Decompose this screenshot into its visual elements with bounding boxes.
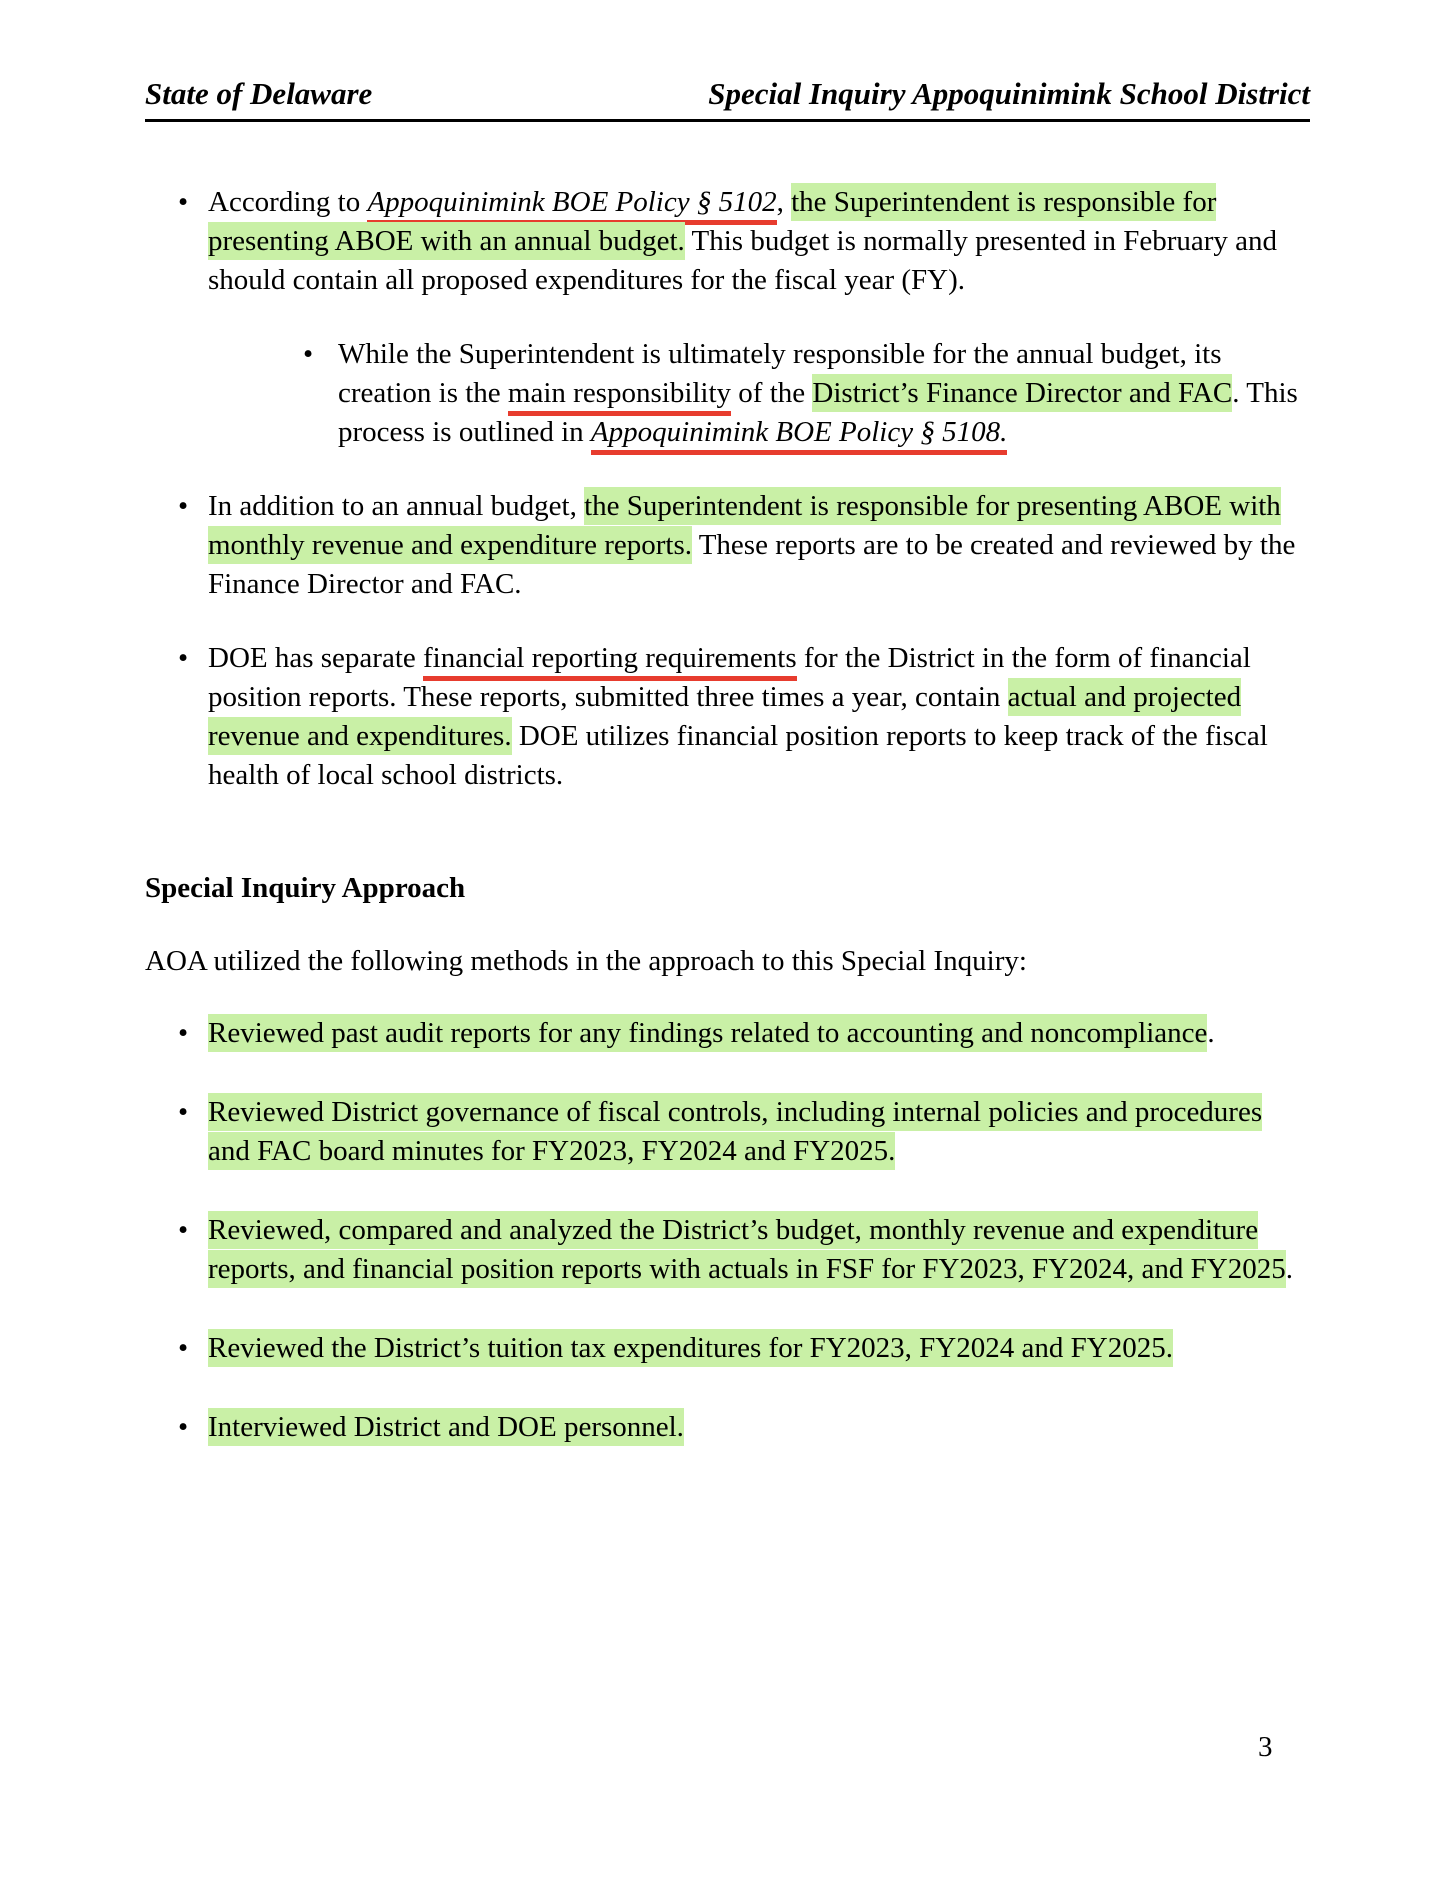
background-bullet-list: [145, 183, 1310, 795]
text-run: According to: [208, 186, 368, 218]
bullet-marker: •: [178, 490, 189, 522]
text-run: In addition to an annual budget,: [208, 490, 585, 522]
text-run: for the District in the form of financial position reports. These reports, submitted three times a year, contain: [208, 642, 1251, 713]
red-underlined-text-run: Appoquinimink BOE Policy § 5102: [367, 186, 776, 225]
bullet-marker: •: [178, 1332, 189, 1364]
highlighted-text-run: the Superintendent is responsible for presenting ABOE with an annual budget.: [208, 183, 1216, 260]
text-run: DOE has separate: [208, 642, 423, 674]
sub-bullet-item: [145, 335, 1310, 452]
text-run: These reports are to be created and reviewed by the Finance Director and FAC.: [208, 529, 1296, 600]
red-underlined-text-run: main responsibility: [508, 377, 731, 416]
page-content: [145, 150, 1310, 1487]
bullet-marker: •: [178, 1017, 189, 1049]
bullet-item: [145, 1408, 1310, 1447]
highlighted-text-run: Reviewed District governance of fiscal controls, including internal policies and procedures and FAC board minutes for FY2023, FY2024 and FY2025.: [208, 1093, 1262, 1170]
section-heading: Special Inquiry Approach: [145, 872, 466, 904]
highlighted-text-run: Interviewed District and DOE personnel.: [208, 1408, 684, 1446]
header-right-title: Special Inquiry Appoquinimink School District: [708, 76, 1310, 111]
text-run: This budget is normally presented in February and should contain all proposed expenditures for the fiscal year (FY).: [208, 225, 1278, 296]
text-run: While the Superintendent is ultimately responsible for the annual budget, its creation is the: [338, 338, 1222, 409]
text-run: of the: [731, 377, 813, 409]
bullet-item: [145, 1329, 1310, 1368]
highlighted-text-run: Reviewed past audit reports for any findings related to accounting and noncompliance: [208, 1014, 1207, 1052]
highlighted-text-run: actual and projected revenue and expenditures.: [208, 678, 1241, 755]
text-run: DOE utilizes financial position reports to keep track of the fiscal health of local school districts.: [208, 720, 1268, 791]
highlighted-text-run: the Superintendent is responsible for presenting ABOE with monthly revenue and expenditure reports.: [208, 487, 1281, 564]
red-underlined-text-run: Appoquinimink BOE Policy § 5108.: [591, 416, 1007, 455]
bullet-item: [145, 1014, 1310, 1053]
highlighted-text-run: Reviewed the District’s tuition tax expenditures for FY2023, FY2024 and FY2025.: [208, 1329, 1173, 1367]
bullet-item: [145, 183, 1310, 300]
bullet-item: [145, 1093, 1310, 1171]
bullet-marker: •: [178, 186, 189, 218]
red-underlined-text-run: financial reporting requirements: [423, 642, 797, 681]
text-run: ,: [776, 186, 792, 218]
highlighted-text-run: District’s Finance Director and FAC: [812, 374, 1232, 412]
highlighted-text-run: Reviewed, compared and analyzed the District’s budget, monthly revenue and expenditure reports, and financial position reports with actuals in FSF for FY2023, FY2024, and FY2025: [208, 1211, 1286, 1288]
bullet-marker: •: [178, 1096, 189, 1128]
bullet-item: [145, 639, 1310, 795]
text-run: .: [1285, 1253, 1293, 1285]
text-run: . This process is outlined in: [338, 377, 1298, 448]
bullet-marker: •: [303, 338, 314, 370]
page-number: 3: [1258, 1731, 1273, 1763]
bullet-marker: •: [178, 642, 189, 674]
approach-bullet-list: [145, 1014, 1310, 1447]
bullet-marker: •: [178, 1411, 189, 1443]
header-left-title: State of Delaware: [145, 76, 373, 111]
text-run: .: [1207, 1017, 1215, 1049]
approach-intro: AOA utilized the following methods in the approach to this Special Inquiry:: [145, 945, 1027, 977]
bullet-item: [145, 487, 1310, 604]
page-header: [145, 74, 1310, 122]
bullet-item: [145, 1211, 1310, 1289]
bullet-marker: •: [178, 1214, 189, 1246]
